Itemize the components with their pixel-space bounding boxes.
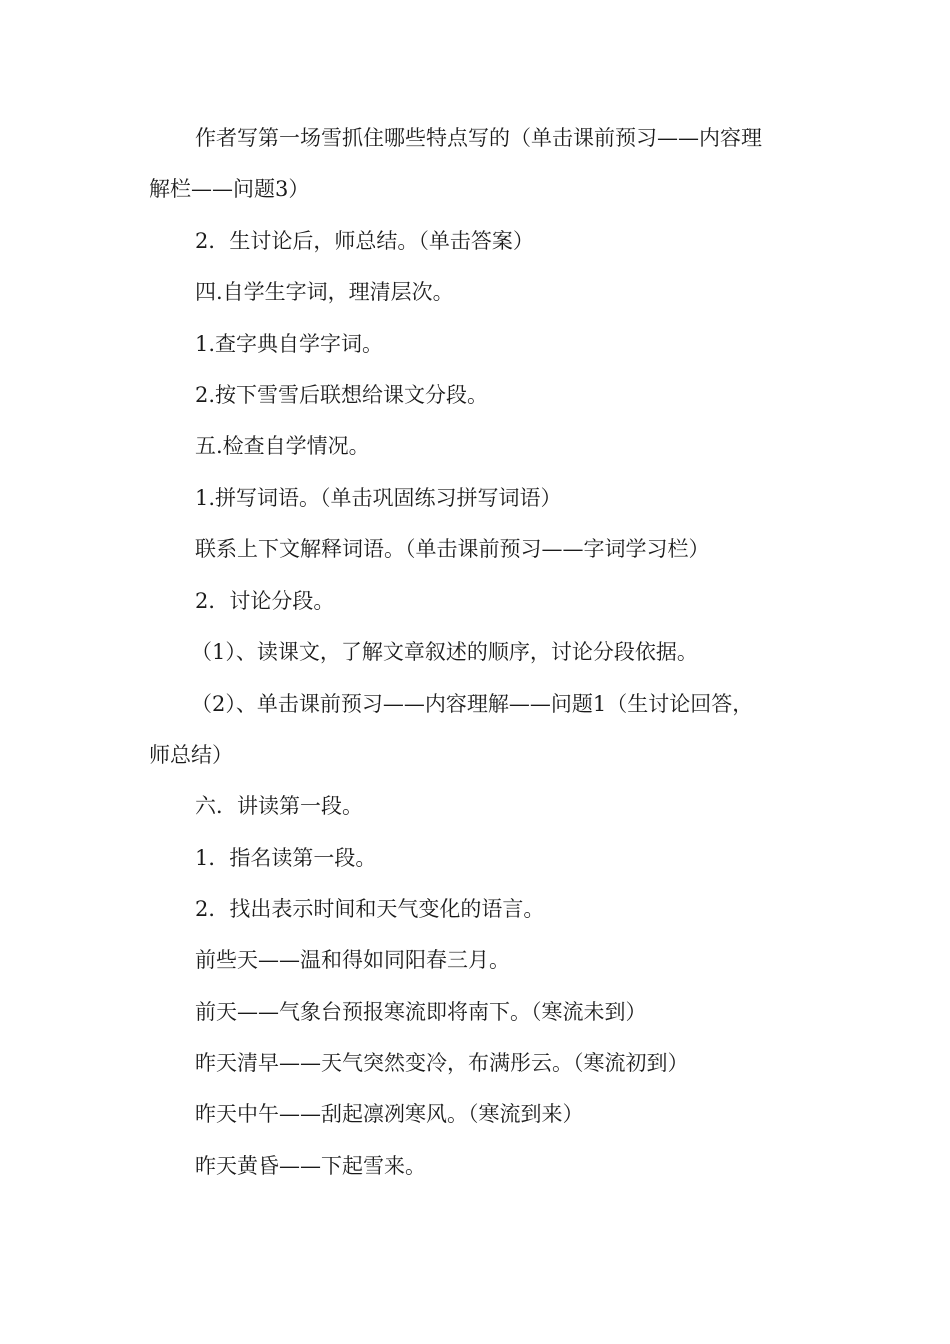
paragraph-discuss-segments: 2．讨论分段。 [195, 589, 335, 613]
paragraph-discussion-summary: 2．生讨论后，师总结。（单击答案） [195, 229, 534, 253]
paragraph-item-1: （1）、读课文，了解文章叙述的顺序，讨论分段依据。 [191, 640, 698, 664]
timeline-item-yesterday-dusk: 昨天黄昏——下起雪来。 [195, 1154, 426, 1178]
paragraph-segmentation: 2.按下雪雪后联想给课文分段。 [195, 383, 489, 407]
paragraph-item-2-line-2: 师总结） [149, 743, 233, 767]
timeline-item-yesterday-morning: 昨天清早——天气突然变冷，布满彤云。（寒流初到） [195, 1051, 689, 1075]
paragraph-find-time-weather: 2．找出表示时间和天气变化的语言。 [195, 897, 545, 921]
section-heading-5: 五.检查自学情况。 [195, 434, 370, 458]
paragraph-question-3-line-2: 解栏——问题3） [149, 177, 310, 201]
paragraph-item-2-line-1: （2）、单击课前预习——内容理解——问题1（生讨论回答， [191, 692, 754, 716]
section-heading-4: 四.自学生字词，理清层次。 [195, 280, 454, 304]
timeline-item-few-days-ago: 前些天——温和得如同阳春三月。 [195, 948, 510, 972]
section-heading-6: 六．讲读第一段。 [195, 794, 363, 818]
paragraph-read-first-section: 1．指名读第一段。 [195, 846, 377, 870]
paragraph-spelling: 1.拼写词语。（单击巩固练习拼写词语） [195, 486, 562, 510]
timeline-item-yesterday-noon: 昨天中午——刮起凛冽寒风。（寒流到来） [195, 1102, 584, 1126]
paragraph-dictionary: 1.查字典自学字词。 [195, 332, 384, 356]
paragraph-question-3-line-1: 作者写第一场雪抓住哪些特点写的（单击课前预习——内容理 [195, 126, 762, 150]
timeline-item-day-before: 前天——气象台预报寒流即将南下。（寒流未到） [195, 1000, 647, 1024]
paragraph-context-words: 联系上下文解释词语。（单击课前预习——字词学习栏） [195, 537, 710, 561]
